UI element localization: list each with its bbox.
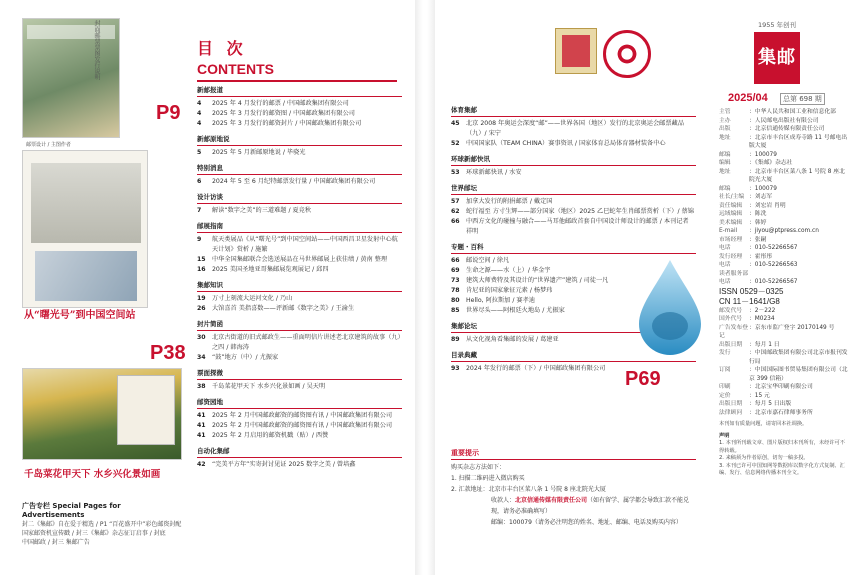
colophon-value: ：北京信通传媒有限责任公司 bbox=[749, 126, 825, 132]
colophon-value: ：M0234 bbox=[749, 316, 775, 322]
toc-item-title: 2025 年 2 月启用的邮资机戳（贴）/ 西赞 bbox=[212, 432, 329, 439]
colophon-value: ：北京市嘉石律师事务所 bbox=[749, 409, 813, 416]
colophon-value: ：北京市丰台区成寿寺路 11 号邮电出版大厦 bbox=[749, 134, 848, 149]
colophon-key: 读者服务部 bbox=[719, 270, 748, 277]
toc-item bbox=[197, 265, 402, 275]
toc-item-title: 万寸上刻流大运河文化 / 乃山 bbox=[212, 295, 293, 302]
colophon-key: 主办 bbox=[719, 117, 731, 124]
colophon-key: 编辑 bbox=[719, 160, 731, 166]
declaration-title: 声明 bbox=[719, 432, 730, 439]
toc-item-title: 2025 年 3 月发行的邮资封片 / 中国邮政集团有限公司 bbox=[212, 120, 362, 127]
toc-item-page: 30 bbox=[197, 334, 206, 341]
toc-item bbox=[451, 139, 696, 149]
toc-item bbox=[197, 235, 402, 255]
toc-item-title: 加拿大发行的附捐邮票 / 戴定国 bbox=[466, 198, 553, 205]
toc-item bbox=[197, 460, 402, 470]
cover-caption: 邮票设计 / 主图作者 bbox=[26, 142, 71, 148]
toc-item bbox=[197, 333, 402, 353]
toc-item-title: 建筑大师费特及其设计的“世界遗产”建筑 / 司徒一凡 bbox=[466, 277, 609, 284]
colophon-value: ：中国国际图书贸易集团有限公司（北京 399 信箱） bbox=[749, 367, 848, 382]
colophon-value: ：刘宏岩 肖明 bbox=[749, 202, 786, 209]
colophon-value: ：《集邮》杂志社 bbox=[749, 160, 793, 166]
issn-number: ISSN 0529－0325 bbox=[719, 286, 784, 296]
toc-item-page: 15 bbox=[197, 256, 206, 263]
colophon-row bbox=[719, 341, 849, 350]
colophon-key: 发行 bbox=[719, 350, 731, 356]
colophon-value: ：中华人民共和国工业和信息化部 bbox=[749, 109, 836, 115]
toc-section-heading: 新邮报道 bbox=[197, 85, 402, 97]
jiyou-logo: 集邮 bbox=[754, 32, 800, 84]
colophon-row bbox=[719, 392, 849, 401]
colophon-row bbox=[719, 193, 849, 202]
colophon-key: 定价 bbox=[719, 392, 731, 399]
toc-item-title: 2024 年 5 至 6 月纪特邮票发行量 / 中国邮政集团有限公司 bbox=[212, 178, 376, 185]
toc-item-page: 66 bbox=[451, 257, 460, 264]
colophon-row bbox=[719, 409, 849, 418]
toc-section-heading: 票面探微 bbox=[197, 368, 402, 380]
toc-item-title: 中国国家队（TEAM CHINA）赛事资讯 / 国家体育总局体育器材装备中心 bbox=[466, 140, 666, 147]
colophon-row bbox=[719, 253, 849, 262]
colophon-key: 美术编辑 bbox=[719, 219, 743, 226]
colophon-value: ：北京市丰台区菜八条 1 号院 8 座北院光大厦 bbox=[749, 168, 845, 183]
declaration-line: 1. 本刊所刊载文章、图片版权归本刊所有，未经许可不得转载。 bbox=[719, 440, 845, 454]
postal-card-image bbox=[117, 375, 175, 445]
masthead bbox=[739, 20, 815, 86]
toc-item bbox=[451, 197, 696, 207]
right-page bbox=[435, 0, 850, 575]
toc-section-heading: 世界邮坛 bbox=[451, 183, 696, 195]
exhibit-sheet-image bbox=[22, 150, 148, 308]
toc-section-heading: 体育集邮 bbox=[451, 105, 696, 117]
toc-item bbox=[451, 119, 696, 139]
toc-item bbox=[197, 109, 402, 119]
cn-number: CN 11－1641/G8 bbox=[719, 296, 780, 306]
toc-item-title: 大馆喜首 美指喜数——评新邮《数字之美》/ 王渝生 bbox=[212, 305, 355, 312]
toc-item-title: “完美平方年”实寄封讨见证 2025 数字之美 / 曾培鑫 bbox=[212, 461, 356, 468]
toc-item-title: 邮说空间 / 徐凡 bbox=[466, 257, 510, 264]
toc-item bbox=[451, 217, 696, 237]
colophon-row bbox=[719, 151, 849, 160]
toc-item-title: 北京 2008 年奥运会深度“邮”——世界各国（地区）发行的北京奥运会邮票藏品（九）/ 宋宁 bbox=[466, 120, 684, 137]
colophon-row bbox=[719, 400, 849, 409]
toc-item-title: 2025 美国圣地亚哥集邮展览观展记 / 邱四 bbox=[212, 266, 329, 273]
colophon-key: 印刷 bbox=[719, 384, 731, 390]
colophon-row bbox=[719, 324, 849, 341]
toc-item bbox=[197, 382, 402, 392]
ads-line: 国家邮资机宣传戳 / 封三《集邮》杂志征订启事 / 封底 bbox=[22, 530, 166, 537]
colophon-key: 地址 bbox=[719, 168, 731, 175]
toc-item bbox=[197, 177, 402, 187]
colophon-row bbox=[719, 134, 849, 151]
colophon-row bbox=[719, 315, 849, 324]
colophon-row bbox=[719, 168, 849, 185]
toc-item-page: 41 bbox=[197, 422, 206, 429]
toc-item bbox=[197, 421, 402, 431]
toc-item-page: 42 bbox=[197, 461, 206, 468]
colophon-key: 地址 bbox=[719, 134, 731, 141]
colophon-value: ：2－222 bbox=[749, 307, 776, 314]
colophon-key: 社长/主编 bbox=[719, 194, 745, 200]
left-page bbox=[0, 0, 415, 575]
page-tag-p9: P9 bbox=[156, 102, 181, 124]
colophon-key: 邮编 bbox=[719, 185, 731, 192]
colophon-key: 市场经理 bbox=[719, 236, 743, 243]
spine-gutter bbox=[415, 0, 435, 575]
toc-item-page: 66 bbox=[451, 218, 460, 225]
colophon-value: ：刘志军 bbox=[749, 194, 773, 200]
notice-line: 邮编：100079（请务必注明您的姓名、地址、邮编、电话及购买内容） bbox=[491, 519, 682, 526]
colophon-key: 责任编辑 bbox=[719, 202, 743, 209]
toc-section-heading: 集邮知识 bbox=[197, 280, 402, 292]
toc-item-page: 69 bbox=[451, 267, 460, 274]
toc-item bbox=[197, 119, 402, 129]
toc-item-page: 52 bbox=[451, 140, 460, 147]
toc-item-title: Hello, 阿拉斯加 / 赛孝迪 bbox=[466, 297, 535, 304]
colophon-row bbox=[719, 227, 849, 236]
toc-item bbox=[197, 255, 402, 265]
toc-left bbox=[197, 80, 402, 470]
colophon-key: 邮编 bbox=[719, 151, 731, 158]
toc-item-page: 41 bbox=[197, 432, 206, 439]
colophon-value: ：100079 bbox=[749, 185, 777, 192]
toc-item-title: 2025 年 3 月发行的邮资图 / 中国邮政集团有限公司 bbox=[212, 110, 355, 117]
toc-item-title: 肯尼亚的国家象征元素 / 杨梦玮 bbox=[466, 287, 553, 294]
cover-title-bar bbox=[27, 25, 115, 39]
colophon-value: ：每月 5 日出版 bbox=[749, 401, 792, 407]
notice-line: 1. 扫描二维码进入微店购买 bbox=[451, 475, 525, 482]
colophon-row bbox=[719, 108, 849, 117]
notice-title: 重要提示 bbox=[451, 448, 696, 460]
toc-item-title: 2025 年 5 月新邮原地说 / 毕骁光 bbox=[212, 149, 306, 156]
colophon-key: 订阅 bbox=[719, 367, 731, 373]
page-tag-p38: P38 bbox=[150, 342, 186, 364]
colophon-key: 发行经理 bbox=[719, 253, 743, 260]
colophon-row bbox=[719, 244, 849, 253]
declaration-line: 2. 来稿须为作者原创，切勿一稿多投。 bbox=[719, 455, 809, 461]
total-issue: 总第 698 期 bbox=[780, 93, 825, 105]
toc-item-page: 80 bbox=[451, 297, 460, 304]
toc-item bbox=[197, 431, 402, 441]
colophon-row bbox=[719, 349, 849, 366]
toc-section-heading: 邮展指南 bbox=[197, 221, 402, 233]
colophon-row bbox=[719, 261, 849, 270]
toc-item-page: 5 bbox=[197, 149, 202, 156]
water-drop-stamp-image bbox=[635, 258, 705, 356]
notice-intro: 购买杂志方法如下： bbox=[451, 464, 506, 471]
colophon-key: 出版日期 bbox=[719, 401, 743, 407]
issue-number: 2025/04 bbox=[728, 92, 768, 104]
toc-title-en: CONTENTS bbox=[197, 61, 274, 77]
exhibit-stamps bbox=[31, 163, 141, 243]
colophon-value: ：北京宝华印刷有限公司 bbox=[749, 384, 813, 390]
colophon-row bbox=[719, 366, 849, 383]
declaration-box bbox=[719, 433, 849, 478]
notice-line bbox=[451, 495, 696, 517]
colophon-value: ：京东市监广登字 20170149 号 bbox=[749, 324, 835, 331]
colophon-key: 邮发代号 bbox=[719, 307, 743, 314]
toc-item-title: 2025 年 2 月中国邮政邮资的邮资图有讯 / 中国邮政集团有限公司 bbox=[212, 422, 393, 429]
colophon-row bbox=[719, 270, 849, 279]
page-tag-p69: P69 bbox=[625, 368, 661, 390]
toc-item bbox=[197, 99, 402, 109]
toc-item-page: 73 bbox=[451, 277, 460, 284]
toc-item-title: 2025 年 2 月中国邮政邮资的邮资图有讯 / 中国邮政集团有限公司 bbox=[212, 412, 393, 419]
toc-section-heading: 目录典藏 bbox=[451, 350, 696, 362]
toc-item bbox=[451, 207, 696, 217]
notice-box bbox=[451, 448, 696, 528]
toc-item-title: 生命之源——水（上）/ 华金宇 bbox=[466, 267, 551, 274]
colophon-key: 法律顾问 bbox=[719, 409, 743, 416]
colophon-key: 电话 bbox=[719, 279, 731, 285]
colophon-key: 广告发布登记 bbox=[719, 324, 748, 339]
payee-name: 北京信通传媒有限责任公司 bbox=[515, 497, 588, 504]
toc-item bbox=[197, 294, 402, 304]
toc-item-page: 93 bbox=[451, 365, 460, 372]
landscape-photo bbox=[22, 368, 182, 460]
colophon-value: ：100079 bbox=[749, 151, 777, 158]
magazine-cover-image bbox=[22, 18, 120, 138]
toc-item bbox=[197, 411, 402, 421]
colophon-value: ：每月 1 日 bbox=[749, 341, 780, 348]
toc-item-page: 45 bbox=[451, 120, 460, 127]
colophon-value: ：韩婷 bbox=[749, 219, 767, 226]
toc-section-heading: 邮资园地 bbox=[197, 397, 402, 409]
caption-p38: 千岛菜花甲天下 水乡兴化景如画 bbox=[24, 469, 161, 480]
toc-item-title: 2025 年 4 月发行的邮票 / 中国邮政集团有限公司 bbox=[212, 100, 349, 107]
toc-item-title: 从文化视角看集邮的发展 / 葛建亚 bbox=[466, 336, 559, 343]
toc-section-heading: 环球新邮快讯 bbox=[451, 154, 696, 166]
colophon-row bbox=[719, 219, 849, 228]
colophon-value: ：人民邮电出版社有限公司 bbox=[749, 117, 819, 124]
toc-item-page: 78 bbox=[451, 287, 460, 294]
colophon-value: ：张嗣 bbox=[749, 236, 767, 243]
toc-section-heading: 集邮论坛 bbox=[451, 321, 696, 333]
ads-heading: 广告专栏 Special Pages for Advertisements bbox=[22, 502, 121, 519]
toc-title bbox=[197, 36, 274, 77]
toc-item-title: 千岛菜花甲天下 水乡兴化景如画 / 吴天明 bbox=[212, 383, 326, 390]
toc-item-page: 6 bbox=[197, 178, 202, 185]
colophon-value: ：15 元 bbox=[749, 392, 770, 399]
colophon-value: ：中国邮政集团有限公司北京市报刊发行局 bbox=[749, 350, 848, 365]
toc-item-page: 19 bbox=[197, 295, 206, 302]
toc-item bbox=[197, 353, 402, 363]
ads-line: 中国邮政 / 封三 集邮广告 bbox=[22, 539, 90, 546]
award-certificate-logo bbox=[555, 28, 597, 74]
colophon-key: 远域编辑 bbox=[719, 211, 743, 217]
toc-item-page: 41 bbox=[197, 412, 206, 419]
colophon-key: 国外代号 bbox=[719, 316, 743, 322]
colophon-key: E-mail bbox=[719, 228, 738, 234]
colophon-row bbox=[719, 236, 849, 245]
colophon-row bbox=[719, 125, 849, 134]
colophon-row bbox=[719, 307, 849, 316]
toc-item-title: 环球新邮快讯 / 水安 bbox=[466, 169, 522, 176]
colophon-value: ：010-52266563 bbox=[749, 262, 798, 268]
ads-box bbox=[22, 502, 182, 547]
colophon-key: 电话 bbox=[719, 245, 731, 251]
toc-item-page: 7 bbox=[197, 207, 202, 214]
toc-item-title: 北京古街道的旧式邮政生——重面明信片讲述老北京建筑的故事（九）之四 / 韩海涛 bbox=[212, 334, 401, 351]
colophon-row bbox=[719, 117, 849, 126]
colophon-value bbox=[749, 270, 849, 279]
toc-item bbox=[197, 148, 402, 158]
colophon-row bbox=[719, 202, 849, 211]
payee-label: 收款人： bbox=[491, 497, 516, 504]
colophon bbox=[719, 108, 849, 478]
declaration-line: 3. 本刊已许可中国知网等数据库以数字化方式复制、汇编、发行、信息网络传播本刊全文。 bbox=[719, 462, 845, 476]
colophon-key: 出版 bbox=[719, 126, 731, 132]
toc-item-title: 世界尽头——阿根廷火地岛 / 尤振家 bbox=[466, 307, 565, 314]
toc-item-title: 中华全国集邮联合会选送展品在马世界邮展上获佳绩 / 黄南 整理 bbox=[212, 256, 388, 263]
toc-item-title: 航天类展品《从“曙光号”到中国空间站——中国西昌卫星发射中心航天计划》赏析 / 施繁 bbox=[212, 236, 398, 253]
toc-item-title: “鼓”地方（中）/ 尤振家 bbox=[212, 354, 279, 361]
toc-section-heading: 自动化集邮 bbox=[197, 446, 402, 458]
toc-item-title: 解读“数字之美”的三道难题 / 夏竞秋 bbox=[212, 207, 312, 214]
toc-item-page: 16 bbox=[197, 266, 206, 273]
toc-item-page: 53 bbox=[451, 169, 460, 176]
colophon-row bbox=[719, 210, 849, 219]
toc-item-page: 85 bbox=[451, 307, 460, 314]
toc-item-page: 34 bbox=[197, 354, 206, 361]
colophon-value: ：霍彤彤 bbox=[749, 253, 773, 260]
exhibit-cover bbox=[35, 251, 137, 301]
toc-item bbox=[451, 168, 696, 178]
publisher-emblem-logo bbox=[603, 30, 651, 78]
rights-note: 本刊如有质量问题，请寄回本社调换。 bbox=[719, 421, 808, 427]
colophon-key: 主管 bbox=[719, 109, 731, 115]
colophon-value: ：010-52266567 bbox=[749, 245, 798, 251]
colophon-row bbox=[719, 383, 849, 392]
toc-item-page: 62 bbox=[451, 208, 460, 215]
ads-line: 封二《集邮》自在爱于精选 / P1 “百花盛开中”彩色邮资封配 bbox=[22, 521, 182, 528]
toc-section-heading: 特别消息 bbox=[197, 163, 402, 175]
caption-p9: 从“曙光号”到中国空间站 bbox=[24, 310, 136, 321]
colophon-row bbox=[719, 185, 849, 194]
colophon-row bbox=[719, 159, 849, 168]
toc-section-heading: 封片简函 bbox=[197, 319, 402, 331]
toc-item-page: 4 bbox=[197, 100, 202, 107]
toc-item-title: 中西方文化的碰撞与融合——马耳他邮政首套自中国设计师设计的邮票 / 本刊记者 祥明 bbox=[466, 218, 689, 235]
founded-text: 1955 年创刊 bbox=[757, 21, 797, 29]
toc-item bbox=[197, 304, 402, 314]
payee-note: （如有留学、属学都会导致汇款不能兑现，请务必准确填写） bbox=[491, 497, 690, 515]
colophon-key: 电话 bbox=[719, 262, 731, 268]
colophon-value: ：010-52266567 bbox=[749, 279, 798, 285]
colophon-row bbox=[719, 278, 849, 287]
toc-item-title: 2024 年发行的邮票（下）/ 中国邮政集团有限公司 bbox=[466, 365, 606, 372]
notice-line: 2. 汇款地址：北京市丰台区菜八条 1 号院 8 座北院光大厦 bbox=[451, 486, 606, 493]
colophon-value: ：陈洗 bbox=[749, 211, 767, 217]
colophon-value: ：jiyou@ptpress.com.cn bbox=[749, 228, 819, 234]
toc-item-page: 4 bbox=[197, 120, 202, 127]
toc-item-page: 4 bbox=[197, 110, 202, 117]
toc-item-page: 57 bbox=[451, 198, 460, 205]
toc-item-page: 89 bbox=[451, 336, 460, 343]
toc-section-heading: 专题・百科 bbox=[451, 242, 696, 254]
toc-item-page: 38 bbox=[197, 383, 206, 390]
toc-item-page: 9 bbox=[197, 236, 202, 243]
toc-title-cn: 目 次 bbox=[197, 39, 247, 58]
toc-item-page: 26 bbox=[197, 305, 206, 312]
toc-item bbox=[197, 206, 402, 216]
cover-side-text: 封面邮票票图发行说明 bbox=[93, 20, 100, 80]
colophon-key: 出版日期 bbox=[719, 341, 743, 348]
toc-item-title: 蛇行福至 方寸生辉——部分国家（地区）2025 乙巳蛇年生肖邮票赏析（下）/ 蔡锦 bbox=[466, 208, 694, 215]
toc-section-heading: 设计访谈 bbox=[197, 192, 402, 204]
toc-section-heading: 新邮原地说 bbox=[197, 134, 402, 146]
